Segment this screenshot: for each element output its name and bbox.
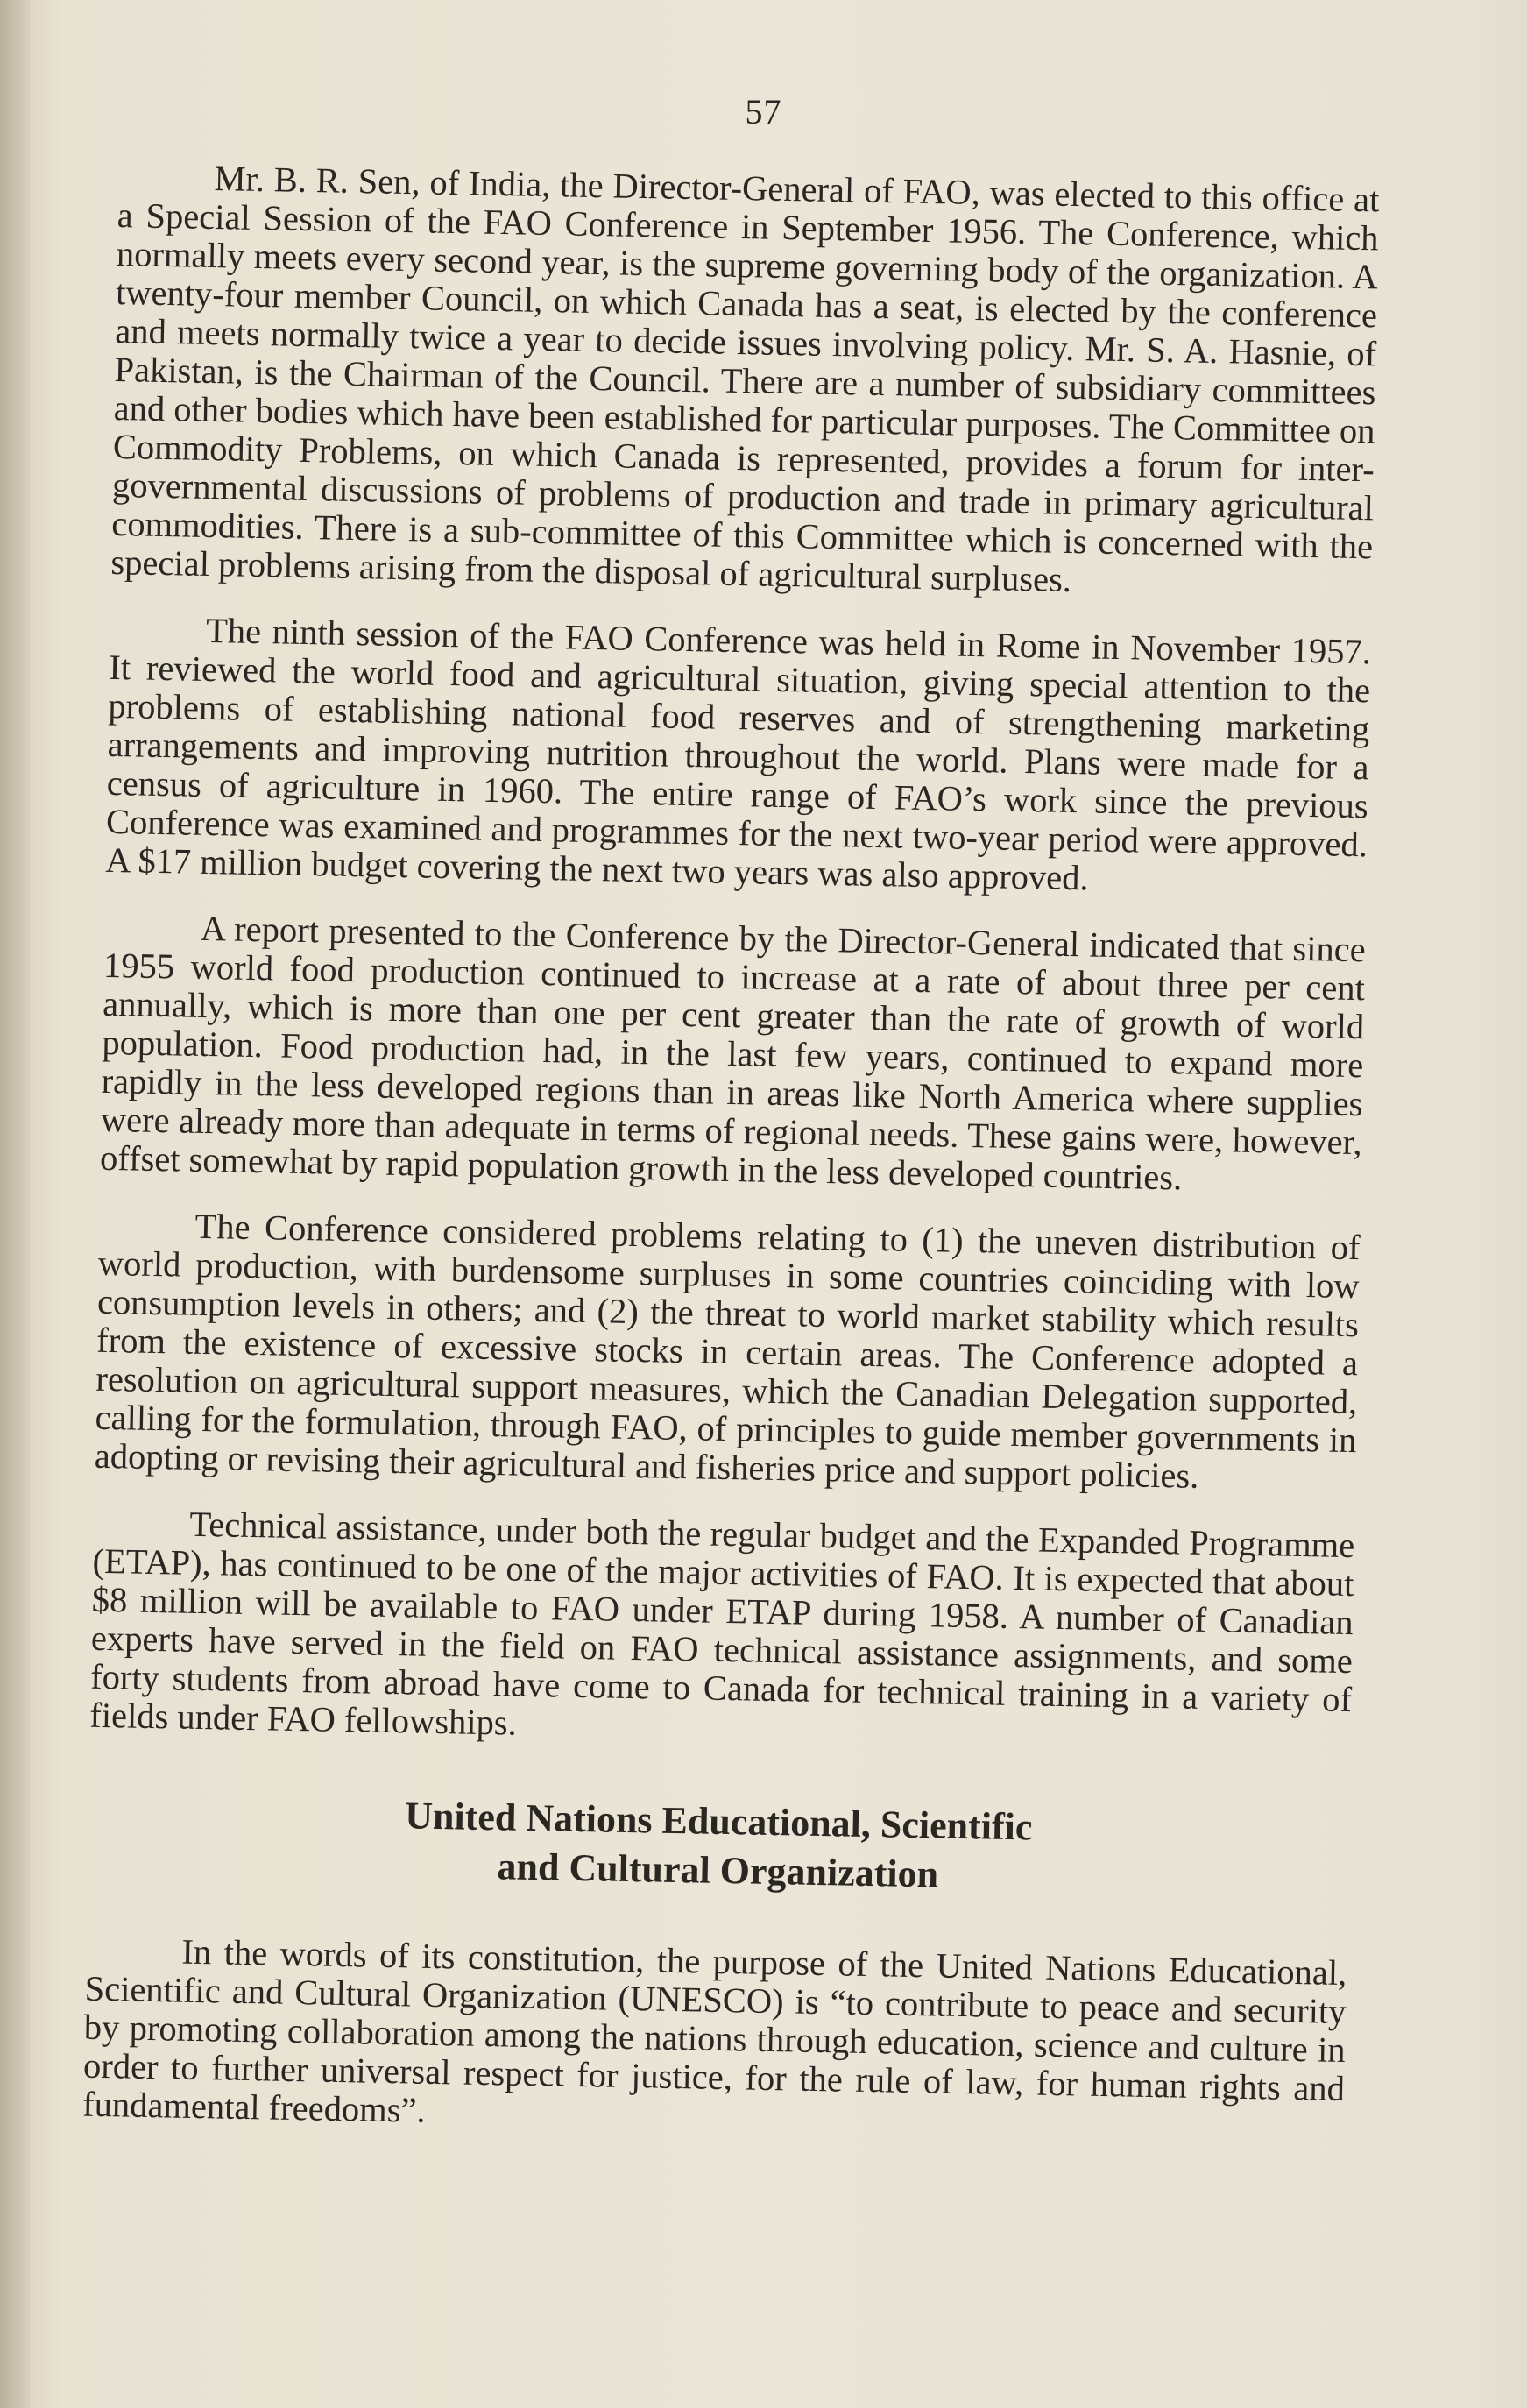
section-heading-line-2: and Cultural Organization: [497, 1845, 939, 1896]
paragraph-director-general-report: A report presented to the Conference by the Director-General indicated that since 1955 world food production continued to increase at a rate of about three per cent annually, which is more than one per cent greater than the rate of growth of world population. Food production had, in the last few years, continued to expand more rapidly in the less developed regions than in areas like North America where supplies were already more than adequate in terms of regional needs. These gains were, however, offset somewhat by rapid population growth in the less developed countries.: [99, 908, 1367, 1198]
page-number: 57: [745, 92, 782, 131]
section-heading-unesco: [87, 1786, 1350, 1907]
binding-gutter-shadow: [0, 0, 30, 2408]
paragraph-unesco-constitution: In the words of its constitution, the purpose of the United Nations Educational, Scientific and Cultural Organization (UNESCO) is “to contribute to peace and security by promoting collaboration among the nations through education, science and culture in order to further universal respect for justice, for the rule of law, for human rights and fundamental freedoms”.: [81, 1931, 1347, 2130]
body-text: [81, 158, 1379, 2175]
paragraph-fao-director-general: Mr. B. R. Sen, of India, the Director-General of FAO, was elected to this office at a Special Session of the FAO Conference in September 1956. The Conference, which normally meets every second year, is the supreme governing body of the organization. A twenty-four member Council, on which Canada has a seat, is elected by the conference and meets normally twice a year to decide issues involving policy. Mr. S. A. Hasnie, of Pakistan, is the Chairman of the Council. There are a number of subsidiary committees and other bodies which have been established for particular purposes. The Committee on Commodity Problems, on which Canada is represented, provides a forum for inter-governmental discussions of problems of production and trade in primary agricultural commodities. There is a sub-committee of this Committee which is concerned with the special problems arising from the disposal of agricultural surpluses.: [110, 159, 1380, 600]
section-heading-line-1: United Nations Educational, Scientific: [404, 1794, 1033, 1849]
paragraph-conference-problems: The Conference considered problems relating to (1) the uneven distribution of world production, with burdensome surpluses in some countries coinciding with low consumption levels in others; and (2) the threat to world market stability which results from the existence of excessive stocks in certain areas. The Conference adopted a resolution on agricultural support measures, which the Canadian Delegation supported, calling for the formulation, through FAO, of principles to guide member governments in adopting or revising their agricultural and fisheries price and support policies.: [94, 1206, 1361, 1496]
paragraph-ninth-session: The ninth session of the FAO Conference was held in Rome in November 1957. It reviewed the world food and agricultural situation, giving special attention to the problems of establishing national food reserves and of strengthening marketing arrangements and improving nutrition throughout the world. Plans were made for a census of agriculture in 1960. The entire range of FAO’s work since the previous Conference was examined and programmes for the next two-year period were approved. A $17 million budget covering the next two years was also approved.: [104, 610, 1372, 898]
paragraph-technical-assistance: Technical assistance, under both the regular budget and the Expanded Programme (ETAP), has continued to be one of the major activities of FAO. It is expected that about $8 million will be available to FAO under ETAP during 1958. A number of Canadian experts have served in the field on FAO technical assistance assignments, and some forty students from abroad have come to Canada for technical training in a variety of fields under FAO fellowships.: [89, 1504, 1355, 1743]
